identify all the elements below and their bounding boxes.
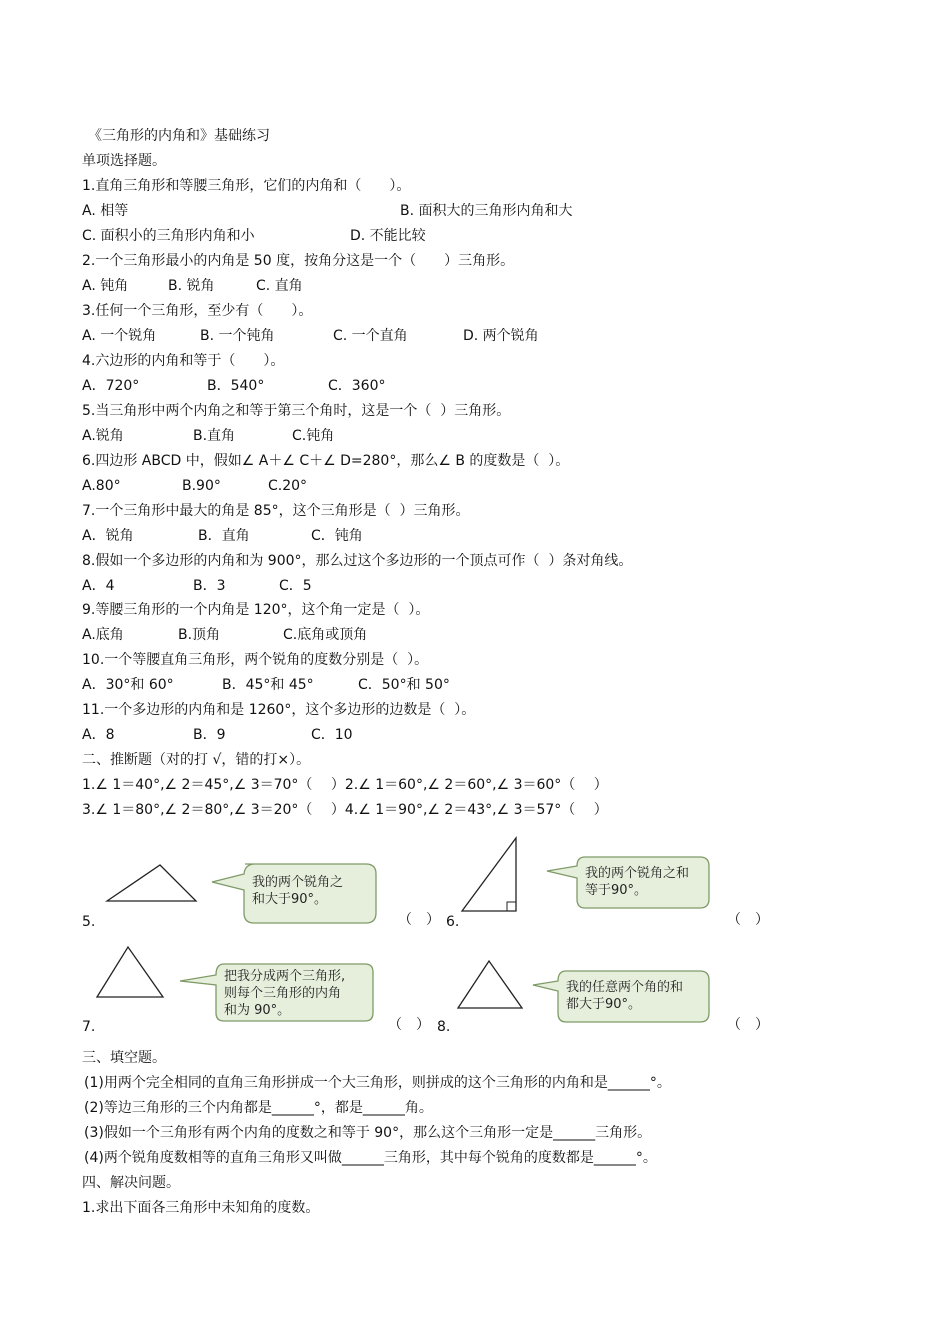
fill-blank-3: (3)假如一个三角形有两个内角的度数之和等于 90°，那么这个三角形一定是______三角形。 [84,1125,652,1141]
question-1: 1.直角三角形和等腰三角形，它们的内角和（ ）。 [82,178,411,194]
item-6-number: 6. [446,914,460,930]
q9-option-a: A.底角 [82,627,124,643]
question-4: 4.六边形的内角和等于（ ）。 [82,353,285,369]
right-triangle [462,838,516,911]
obtuse-triangle [107,865,196,901]
q4-option-b: B．540° [207,378,265,394]
q9-option-c: C.底角或顶角 [283,627,368,643]
bubble-6-text: 我的两个锐角之和 等于90°。 [585,866,690,898]
q5-option-a: A.锐角 [82,428,124,444]
q6-option-a: A.80° [82,478,121,494]
question-6: 6.四边形 ABCD 中，假如∠ A＋∠ C＋∠ D=280°，那么∠ B 的度数是（ ）。 [82,453,570,469]
section2-heading: 二、推断题（对的打 √，错的打×）。 [82,752,311,768]
page-title: 《三角形的内角和》基础练习 [88,128,270,144]
q1-option-b: B. 面积大的三角形内角和大 [400,203,573,219]
judge-line-1: 1.∠ 1＝40°,∠ 2＝45°,∠ 3＝70°（ ）2.∠ 1＝60°,∠ 2＝60°,∠ 3＝60°（ ） [82,777,608,793]
q2-option-a: A. 钝角 [82,278,129,294]
bubble-7-text: 把我分成两个三角形, 则每个三角形的内角 和为 90°。 [224,969,346,1018]
fill-blank-1: (1)用两个完全相同的直角三角形拼成一个大三角形，则拼成的这个三角形的内角和是______°。 [84,1075,671,1091]
q1-option-a: A. 相等 [82,203,129,219]
q7-option-b: B．直角 [198,528,250,544]
q11-option-a: A．8 [82,727,115,743]
q6-option-c: C.20° [268,478,308,494]
question-11: 11.一个多边形的内角和是 1260°，这个多边形的边数是（ ）。 [82,702,476,718]
q3-option-b: B. 一个钝角 [200,328,275,344]
q4-option-c: C．360° [328,378,386,394]
q5-option-b: B.直角 [193,428,236,444]
item-5-number: 5. [82,914,96,930]
section4-heading: 四、解决问题。 [82,1175,180,1191]
q1-option-c: C. 面积小的三角形内角和小 [82,228,255,244]
q2-option-c: C. 直角 [256,278,303,294]
question-7: 7.一个三角形中最大的角是 85°，这个三角形是（ ）三角形。 [82,503,470,519]
item-8-number: 8. [437,1019,451,1035]
judge-line-2: 3.∠ 1＝80°,∠ 2＝80°,∠ 3＝20°（ ）4.∠ 1＝90°,∠ 2＝43°,∠ 3＝57°（ ） [82,802,608,818]
q8-option-b: B．3 [193,578,226,594]
q3-option-a: A. 一个锐角 [82,328,157,344]
q4-option-a: A．720° [82,378,140,394]
q5-option-c: C.钝角 [292,428,335,444]
question-9: 9.等腰三角形的一个内角是 120°，这个角一定是（ ）。 [82,602,430,618]
item-8-paren: （ ） [727,1017,769,1033]
q8-option-c: C．5 [279,578,312,594]
problem-1: 1.求出下面各三角形中未知角的度数。 [82,1200,320,1216]
q10-option-a: A．30°和 60° [82,677,174,693]
question-10: 10.一个等腰直角三角形，两个锐角的度数分别是（ ）。 [82,652,429,668]
q9-option-b: B.顶角 [178,627,221,643]
right-angle-mark [507,902,516,911]
equilateral-triangle [458,961,522,1008]
item-7-number: 7. [82,1019,96,1035]
q1-option-d: D. 不能比较 [350,228,426,244]
bubble-5-text: 我的两个锐角之 和大于90°。 [252,875,344,907]
q10-option-b: B．45°和 45° [222,677,314,693]
q11-option-b: B．9 [193,727,226,743]
q8-option-a: A．4 [82,578,115,594]
question-2: 2.一个三角形最小的内角是 50 度，按角分这是一个（ ）三角形。 [82,253,515,269]
fill-blank-4: (4)两个锐角度数相等的直角三角形又叫做______三角形，其中每个锐角的度数都是______°。 [84,1150,657,1166]
bubble-8-text: 我的任意两个角的和 都大于90°。 [566,980,684,1012]
isosceles-triangle [97,947,163,997]
q7-option-a: A．锐角 [82,528,134,544]
section3-heading: 三、填空题。 [82,1050,166,1066]
q2-option-b: B. 锐角 [168,278,215,294]
q10-option-c: C．50°和 50° [358,677,450,693]
q3-option-c: C. 一个直角 [333,328,408,344]
item-7-paren: （ ） [388,1017,430,1033]
q6-option-b: B.90° [182,478,221,494]
fill-blank-2: (2)等边三角形的三个内角都是______°，都是______角。 [84,1100,433,1116]
q3-option-d: D. 两个锐角 [463,328,539,344]
question-3: 3.任何一个三角形，至少有（ ）。 [82,303,313,319]
item-5-paren: （ ） [398,912,440,928]
item-6-paren: （ ） [727,912,769,928]
q7-option-c: C．钝角 [311,528,363,544]
question-8: 8.假如一个多边形的内角和为 900°，那么过这个多边形的一个顶点可作（ ）条对角线。 [82,553,633,569]
question-5: 5.当三角形中两个内角之和等于第三个角时，这是一个（ ）三角形。 [82,403,511,419]
q11-option-c: C．10 [311,727,353,743]
section1-heading: 单项选择题。 [82,153,166,169]
